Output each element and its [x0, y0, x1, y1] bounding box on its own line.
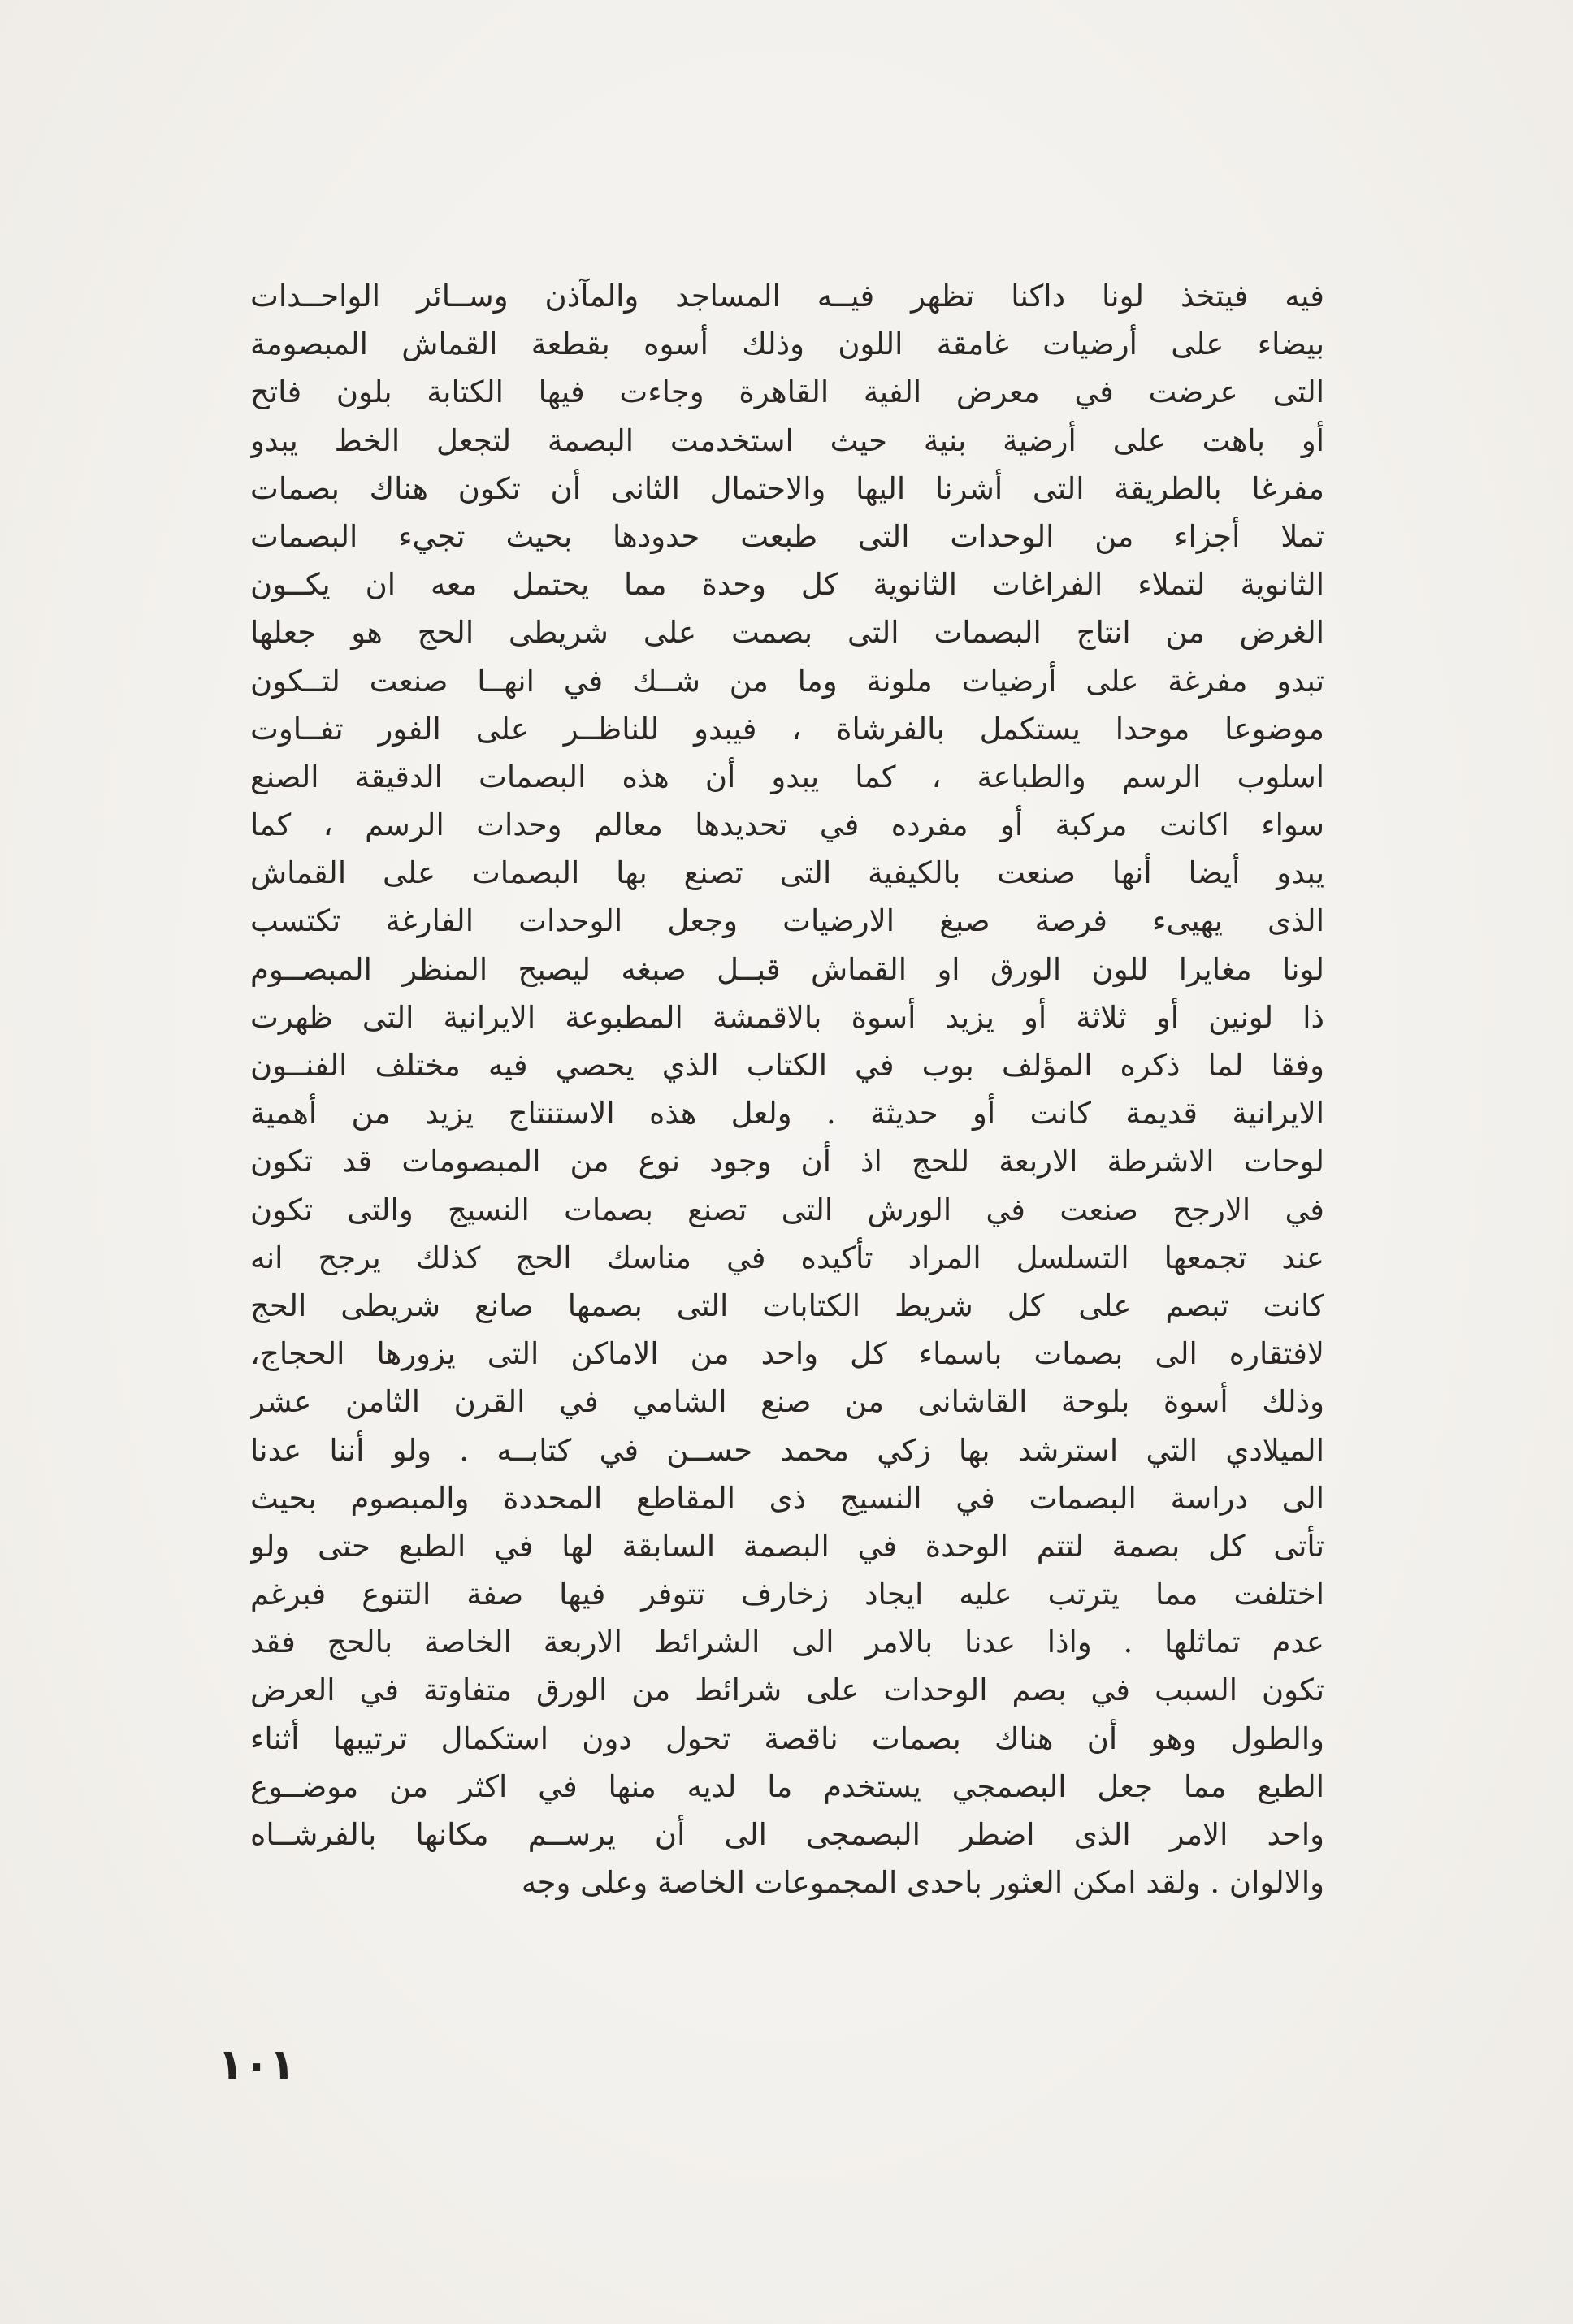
- text-line: الى دراسة البصمات في النسيج ذى المقاطع المحددة والمبصوم بحيث: [250, 1480, 1324, 1516]
- text-line: تأتى كل بصمة لتتم الوحدة في البصمة السابقة لها في الطبع حتى ولو: [250, 1528, 1324, 1564]
- text-line: عدم تماثلها . واذا عدنا بالامر الى الشرائط الاربعة الخاصة بالحج فقد: [250, 1625, 1324, 1660]
- text-line: وذلك أسوة بلوحة القاشانى من صنع الشامي في القرن الثامن عشر: [250, 1384, 1324, 1420]
- text-line: مفرغا بالطريقة التى أشرنا اليها والاحتمال الثانى أن تكون هناك بصمات: [250, 470, 1324, 506]
- text-line: ذا لونين أو ثلاثة أو يزيد أسوة بالاقمشة المطبوعة الايرانية التى ظهرت: [250, 999, 1324, 1035]
- text-line: تكون السبب في بصم الوحدات على شرائط من الورق متفاوتة في العرض: [250, 1673, 1324, 1708]
- text-line: عند تجمعها التسلسل المراد تأكيده في مناسك الحج كذلك يرجح انه: [250, 1240, 1324, 1275]
- text-line: كانت تبصم على كل شريط الكتابات التى بصمها صانع شريطى الحج: [250, 1288, 1324, 1323]
- text-line: أو باهت على أرضية بنية حيث استخدمت البصمة لتجعل الخط يبدو: [250, 422, 1324, 458]
- text-line: الثانوية لتملاء الفراغات الثانوية كل وحدة مما يحتمل معه ان يكــون: [250, 567, 1324, 603]
- text-line: سواء اكانت مركبة أو مفرده في تحديدها معالم وحدات الرسم ، كما: [250, 807, 1324, 843]
- text-line: التى عرضت في معرض الفية القاهرة وجاءت فيها الكتابة بلون فاتح: [250, 374, 1324, 410]
- text-line: اسلوب الرسم والطباعة ، كما يبدو أن هذه البصمات الدقيقة الصنع: [250, 759, 1324, 794]
- text-line: اختلفت مما يترتب عليه ايجاد زخارف تتوفر فيها صفة التنوع فبرغم: [250, 1577, 1324, 1612]
- text-line: فيه فيتخذ لونا داكنا تظهر فيــه المساجد والمآذن وســائر الواحــدات: [250, 279, 1324, 314]
- text-line: يبدو أيضا أنها صنعت بالكيفية التى تصنع بها البصمات على القماش: [250, 855, 1324, 891]
- page-number: ١٠١: [218, 2041, 296, 2089]
- text-line: لوحات الاشرطة الاربعة للحج اذ أن وجود نوع من المبصومات قد تكون: [250, 1144, 1324, 1179]
- text-line: الطبع مما جعل البصمجي يستخدم ما لديه منها في اكثر من موضــوع: [250, 1768, 1324, 1804]
- text-line: تملا أجزاء من الوحدات التى طبعت حدودها بحيث تجيء البصمات: [250, 518, 1324, 554]
- text-line: لافتقاره الى بصمات باسماء كل واحد من الاماكن التى يزورها الحجاج،: [250, 1336, 1324, 1372]
- text-line: تبدو مفرغة على أرضيات ملونة وما من شــك في انهــا صنعت لتــكون: [250, 663, 1324, 699]
- text-line: والالوان . ولقد امكن العثور باحدى المجموعات الخاصة وعلى وجه: [521, 1865, 1324, 1901]
- text-line: والطول وهو أن هناك بصمات ناقصة تحول دون استكمال ترتيبها أثناء: [250, 1720, 1324, 1756]
- text-line: الغرض من انتاج البصمات التى بصمت على شريطى الحج هو جعلها: [250, 615, 1324, 651]
- text-line: واحد الامر الذى اضطر البصمجى الى أن يرســم مكانها بالفرشــاه: [250, 1817, 1324, 1852]
- text-line: موضوعا موحدا يستكمل بالفرشاة ، فيبدو للناظــر على الفور تفــاوت: [250, 711, 1324, 747]
- text-line: لونا مغايرا للون الورق او القماش قبــل صبغه ليصبح المنظر المبصــوم: [250, 951, 1324, 987]
- text-line: بيضاء على أرضيات غامقة اللون وذلك أسوه بقطعة القماش المبصومة: [250, 327, 1324, 362]
- text-line: وفقا لما ذكره المؤلف بوب في الكتاب الذي يحصي فيه مختلف الفنــون: [250, 1048, 1324, 1083]
- text-line: الذى يهيىء فرصة صبغ الارضيات وجعل الوحدات الفارغة تكتسب: [250, 903, 1324, 939]
- text-line: في الارجح صنعت في الورش التى تصنع بصمات النسيج والتى تكون: [250, 1192, 1324, 1227]
- text-line: الايرانية قديمة كانت أو حديثة . ولعل هذه الاستنتاج يزيد من أهمية: [250, 1096, 1324, 1132]
- text-line: الميلادي التي استرشد بها زكي محمد حســن في كتابــه . ولو أننا عدنا: [250, 1432, 1324, 1468]
- body-text: [250, 272, 1324, 2002]
